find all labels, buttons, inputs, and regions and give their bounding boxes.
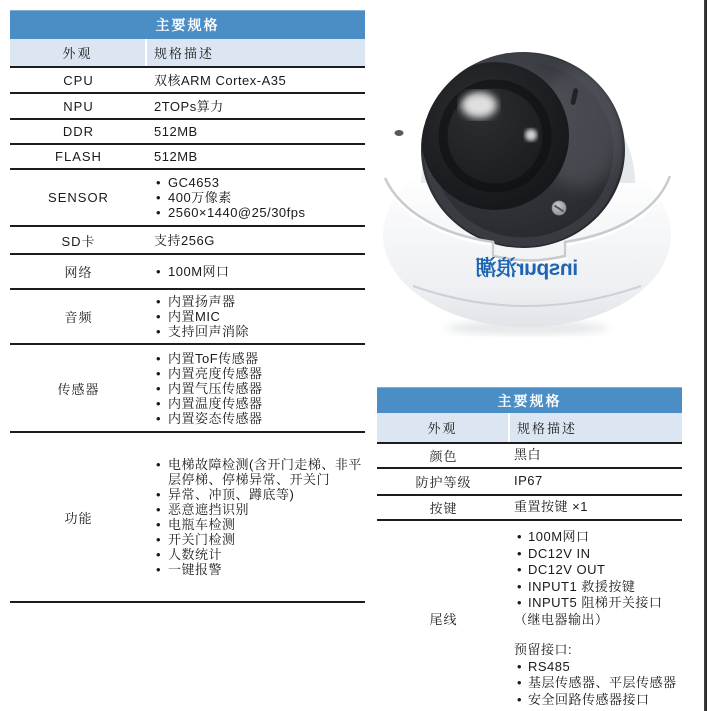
spec-column-header-row: [377, 413, 682, 444]
spec-line-text: 异常、冲顶、蹲底等): [168, 487, 295, 502]
spec-line: [154, 149, 363, 164]
bullet-icon: •: [156, 324, 162, 339]
spec-table-title: 主要规格: [377, 387, 682, 413]
spec-line-text: 512MB: [154, 149, 198, 164]
spec-line-text: 内置MIC: [168, 309, 221, 324]
spec-line: [154, 502, 363, 517]
spec-row: [10, 145, 365, 170]
body-side-hole: [395, 130, 404, 136]
spec-line-text: 黑白: [514, 447, 542, 462]
spec-line-text: （继电器输出）: [514, 611, 609, 627]
spec-line: [154, 381, 363, 396]
spec-line-text: 电瓶车检测: [168, 517, 236, 532]
spec-line: [154, 190, 363, 205]
spec-line: [514, 692, 680, 709]
bullet-icon: •: [156, 190, 162, 205]
spec-value: [147, 255, 365, 288]
spec-value: [147, 94, 365, 118]
spec-line-text: 支持256G: [154, 232, 215, 248]
spec-line-text: 双核ARM Cortex-A35: [154, 72, 287, 88]
spec-line-text: 基层传感器、平层传感器: [528, 675, 677, 690]
spec-label: 功能: [64, 510, 93, 526]
spec-table-title: 主要规格: [10, 10, 365, 39]
spec-value: [510, 444, 682, 467]
spec-line: [154, 124, 363, 139]
bullet-icon: •: [156, 532, 162, 547]
spec-line: [514, 659, 680, 676]
spec-value: [147, 290, 365, 343]
spec-line: [514, 642, 680, 659]
spec-line: [514, 612, 680, 629]
spec-line: [154, 264, 363, 279]
screw-icon: [552, 201, 566, 215]
lens-glint: [525, 129, 537, 141]
bullet-icon: •: [156, 264, 162, 279]
bullet-icon: •: [156, 350, 162, 366]
bullet-icon: •: [517, 658, 523, 674]
spec-line: [514, 473, 680, 490]
spec-line-text: DC12V IN: [528, 545, 591, 561]
spec-line: [154, 351, 363, 366]
spec-line: [154, 487, 363, 502]
spec-label: 防护等级: [415, 474, 472, 490]
spec-line: [154, 324, 363, 339]
spec-value: [510, 469, 682, 494]
bullet-icon: •: [517, 562, 523, 577]
spec-value: [147, 120, 365, 143]
spec-line: [514, 595, 680, 612]
spec-row: [10, 255, 365, 290]
spec-line: [514, 579, 680, 596]
spec-label: SD卡: [61, 233, 96, 249]
bullet-icon: •: [517, 578, 523, 594]
bullet-icon: •: [156, 562, 162, 577]
spec-line-text: 内置ToF传感器: [168, 350, 259, 366]
dome-camera-illustration: [373, 28, 673, 338]
spec-line-text: 内置亮度传感器: [168, 365, 263, 381]
spec-line-text: 2TOPs算力: [154, 98, 224, 114]
spec-line: [154, 411, 363, 426]
spec-row: [10, 345, 365, 433]
spec-line-text: 重置按键 ×1: [514, 498, 588, 514]
spec-line: [154, 396, 363, 411]
spec-line-text: DC12V OUT: [528, 562, 606, 577]
spec-value: [147, 227, 365, 253]
spec-label: 按键: [429, 500, 458, 516]
bullet-icon: •: [517, 595, 523, 610]
spec-label: NPU: [63, 98, 94, 114]
spec-line: [154, 309, 363, 324]
column-header-appearance: 外观: [377, 413, 510, 442]
spec-line: [154, 532, 363, 547]
right-spec-table: [377, 387, 682, 711]
spec-label: 颜色: [429, 448, 458, 464]
bullet-icon: •: [156, 517, 162, 532]
spec-line: [154, 517, 363, 532]
inspur-logo-text: inspur浪潮: [475, 257, 579, 280]
camera-product-image: [373, 28, 673, 338]
page-edge-line: [704, 0, 707, 711]
spec-row: [10, 68, 365, 94]
spec-line-text: 人数统计: [168, 547, 223, 562]
spec-label: 音频: [64, 310, 93, 325]
spec-line-text: 支持回声消除: [168, 324, 250, 339]
spec-value: [510, 496, 682, 519]
spec-line: [514, 546, 680, 563]
spec-line-text: 512MB: [154, 124, 198, 139]
spec-row: [10, 433, 365, 603]
spec-line: [514, 447, 680, 464]
spec-line: [154, 99, 363, 114]
spec-line-text: 内置温度传感器: [168, 395, 263, 411]
spec-line: [154, 233, 363, 248]
spec-value: [147, 68, 365, 92]
spec-row: [10, 120, 365, 145]
spec-line: [154, 366, 363, 381]
bullet-icon: •: [156, 205, 162, 220]
spec-label: 传感器: [57, 381, 100, 397]
spec-column-header-row: [10, 39, 365, 68]
spec-line: [154, 205, 363, 220]
spec-line-text: 恶意遮挡识别: [168, 502, 250, 517]
spec-line: [514, 675, 680, 692]
left-spec-table: [10, 10, 365, 603]
spec-value: [147, 145, 365, 168]
spec-line-text: RS485: [528, 658, 571, 674]
spec-row: [10, 227, 365, 255]
spec-label: 尾线: [429, 612, 458, 627]
spec-line-text: GC4653: [168, 175, 220, 190]
spec-line-text: INPUT5 阻梯开关接口: [528, 595, 663, 610]
bullet-icon: •: [517, 675, 523, 690]
column-header-description: 规格描述: [154, 46, 215, 61]
spec-row: [10, 170, 365, 227]
spec-line: [154, 73, 363, 88]
spec-line: [514, 499, 680, 516]
spec-row: [377, 469, 682, 496]
spec-line: [154, 547, 363, 562]
inspur-logo: [475, 256, 578, 280]
spec-line-text: 100M网口: [168, 264, 230, 279]
spec-line-text: 内置扬声器: [168, 294, 236, 309]
bullet-icon: •: [156, 502, 162, 517]
spec-line: [154, 294, 363, 309]
spec-line: [514, 529, 680, 546]
bullet-icon: •: [156, 395, 162, 411]
spec-line-text: 内置气压传感器: [168, 380, 263, 396]
bullet-icon: •: [156, 380, 162, 396]
bullet-icon: •: [156, 294, 162, 309]
spec-line: [154, 457, 363, 487]
spec-line-text: 一键报警: [168, 562, 223, 577]
bullet-icon: •: [517, 545, 523, 561]
spec-row: [377, 496, 682, 521]
column-header-description: 规格描述: [517, 421, 578, 436]
spec-label: FLASH: [55, 149, 102, 164]
spec-value: [510, 521, 682, 711]
bullet-icon: •: [156, 457, 162, 472]
bullet-icon: •: [517, 691, 523, 707]
bullet-icon: •: [517, 529, 523, 544]
spec-row: [10, 94, 365, 120]
spec-line-text: 2560×1440@25/30fps: [168, 205, 306, 220]
spec-line-text: INPUT1 救援按键: [528, 578, 636, 594]
spec-row: [10, 290, 365, 345]
spec-value: [147, 345, 365, 431]
spec-line-text: 预留接口:: [514, 642, 573, 657]
bullet-icon: •: [156, 547, 162, 562]
spec-line-text: 100M网口: [528, 529, 590, 544]
spec-row: [377, 444, 682, 469]
lens-highlight: [461, 92, 497, 118]
bullet-icon: •: [156, 175, 162, 190]
bullet-icon: •: [156, 309, 162, 324]
spec-line-text: 开关门检测: [168, 532, 236, 547]
spec-line-text: 内置姿态传感器: [168, 410, 263, 426]
spec-row: [377, 521, 682, 711]
spec-line: [514, 562, 680, 579]
spec-line-text: 电梯故障检测(含开门走梯、非平层停梯、停梯异常、开关门: [168, 457, 362, 487]
spec-label: DDR: [62, 124, 95, 139]
bullet-icon: •: [156, 365, 162, 381]
spec-line-text: IP67: [514, 472, 543, 488]
spec-value: [147, 170, 365, 225]
bullet-icon: •: [156, 410, 162, 426]
spec-line: [154, 562, 363, 577]
spec-value: [147, 433, 365, 601]
spec-label: SENSOR: [48, 190, 109, 205]
column-header-appearance: 外观: [10, 39, 147, 66]
spec-line: [154, 175, 363, 190]
spec-line-text: 安全回路传感器接口: [528, 691, 650, 707]
spec-line-text: 400万像素: [168, 190, 232, 205]
bullet-icon: •: [156, 487, 162, 502]
spec-line-spacer: [514, 628, 680, 642]
spec-label: CPU: [63, 72, 94, 88]
spec-label: 网络: [64, 265, 93, 280]
